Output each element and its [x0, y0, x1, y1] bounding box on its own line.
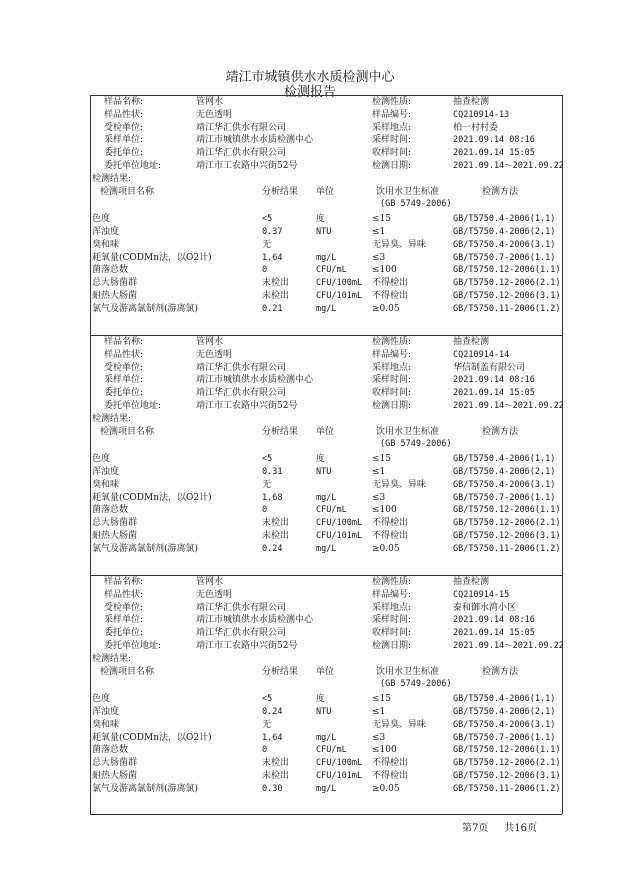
field-label-test-date: 检测日期:	[372, 641, 412, 651]
field-label-entrust-unit: 委托单位:	[104, 628, 144, 639]
col-header-item: 检测项目名称	[100, 426, 155, 437]
row-item: 耗氧量(CODMn法，以O2计)	[92, 732, 212, 743]
field-value-sampling-time: 2021.09.14 08:16	[453, 375, 535, 386]
row-standard: 无异臭、异味	[372, 239, 427, 250]
row-item: 菌落总数	[92, 745, 129, 756]
table-top-border	[90, 95, 562, 96]
field-label-sampling-time: 采样时间:	[372, 375, 412, 386]
row-result: 未检出	[262, 518, 290, 529]
row-result: 未检出	[262, 771, 290, 781]
table-bottom-border	[90, 814, 562, 815]
field-label-receive-time: 收样时间:	[372, 628, 412, 639]
report-org-title: 靖江市城镇供水水质检测中心	[225, 70, 395, 85]
row-unit: NTU	[316, 227, 332, 237]
row-unit: mg/L	[316, 303, 337, 314]
row-unit: mg/L	[316, 732, 337, 743]
field-value-client-unit: 靖江华汇供水有限公司	[196, 602, 287, 613]
row-unit: CFU/101mL	[316, 531, 363, 541]
row-standard: ≤15	[372, 214, 391, 225]
field-label-sampling-time: 采样时间:	[372, 135, 412, 146]
row-standard: 不得检出	[372, 278, 409, 289]
row-unit: CFU/100mL	[316, 518, 363, 529]
row-item: 色度	[92, 214, 111, 225]
row-item: 浑浊度	[92, 707, 120, 717]
col-header-method: 检测方法	[482, 426, 519, 437]
field-label-sampling-place: 采样地点:	[372, 602, 412, 613]
row-result: 0.24	[262, 707, 283, 717]
row-method: GB/T5750.4-2006(3.1)	[453, 479, 556, 490]
field-label-test-date: 检测日期:	[372, 401, 412, 411]
row-result: 0	[262, 505, 268, 516]
row-method: GB/T5750.4-2006(3.1)	[453, 719, 556, 730]
row-result: 0.24	[262, 543, 283, 554]
row-unit: CFU/mL	[316, 505, 347, 516]
row-item: 菌落总数	[92, 265, 129, 276]
row-method: GB/T5750.4-2006(1.1)	[453, 694, 556, 705]
row-method: GB/T5750.11-2006(1.2)	[453, 783, 561, 794]
row-result: 0.30	[262, 783, 283, 794]
row-item: 臭和味	[92, 719, 120, 730]
report-separator	[90, 575, 562, 576]
field-label-sampling-time: 采样时间:	[372, 615, 412, 626]
row-standard: ≤1	[372, 227, 386, 237]
row-standard: 不得检出	[372, 291, 409, 301]
row-item: 耗氧量(CODMn法，以O2计)	[92, 492, 212, 503]
row-standard: ≤3	[372, 732, 386, 743]
row-result: 未检出	[262, 278, 290, 289]
col-header-result: 分析结果	[262, 426, 299, 437]
field-label-sample-property: 样品性状:	[104, 109, 144, 120]
field-value-client-unit: 靖江华汇供水有限公司	[196, 122, 287, 133]
field-label-sample-name: 样品名称:	[104, 337, 144, 347]
field-value-sampling-unit: 靖江市城镇供水水质检测中心	[196, 135, 314, 146]
row-item: 氯气及游离氯制剂(游离氯)	[92, 783, 199, 794]
row-item: 耐热大肠菌	[92, 531, 138, 541]
row-result: <5	[262, 694, 273, 705]
report-separator	[90, 335, 562, 336]
row-standard: ≤1	[372, 707, 386, 717]
row-result: 0.21	[262, 303, 283, 314]
row-item: 氯气及游离氯制剂(游离氯)	[92, 303, 199, 314]
report-subtitle: 检测报告	[283, 85, 336, 100]
results-label: 检测结果:	[92, 173, 132, 184]
row-item: 总大肠菌群	[92, 518, 138, 529]
row-standard: ≥0.05	[372, 783, 400, 794]
row-item: 菌落总数	[92, 505, 129, 516]
row-unit: mg/L	[316, 783, 337, 794]
row-result: <5	[262, 214, 273, 225]
field-label-test-property: 检测性质:	[372, 97, 412, 107]
field-value-test-property: 抽查检测	[453, 97, 490, 107]
row-unit: NTU	[316, 467, 332, 477]
field-label-sample-property: 样品性状:	[104, 349, 144, 360]
field-value-test-property: 抽查检测	[453, 577, 490, 587]
row-result: 0	[262, 745, 268, 756]
row-method: GB/T5750.12-2006(1.1)	[453, 745, 561, 756]
field-value-entrust-unit: 靖江华汇供水有限公司	[196, 388, 287, 399]
row-result: 未检出	[262, 291, 290, 301]
field-value-sampling-time: 2021.09.14 08:16	[453, 615, 535, 626]
row-unit: NTU	[316, 707, 332, 717]
field-label-entrust-unit: 委托单位:	[104, 148, 144, 159]
row-item: 浑浊度	[92, 467, 120, 477]
row-result: <5	[262, 454, 273, 465]
field-label-sampling-place: 采样地点:	[372, 362, 412, 373]
field-label-entrust-address: 委托单位地址:	[104, 641, 162, 651]
page-number: 第7页	[462, 823, 489, 834]
field-label-client-unit: 受检单位:	[104, 362, 144, 373]
row-standard: 无异臭、异味	[372, 479, 427, 490]
row-unit: mg/L	[316, 252, 337, 263]
row-method: GB/T5750.11-2006(1.2)	[453, 303, 561, 314]
row-result: 未检出	[262, 758, 290, 769]
row-unit: CFU/101mL	[316, 771, 363, 781]
row-method: GB/T5750.4-2006(2.1)	[453, 467, 556, 477]
field-label-test-date: 检测日期:	[372, 161, 412, 171]
field-value-sampling-place: 泰和御水湾小区	[453, 602, 517, 613]
row-standard: 无异臭、异味	[372, 719, 427, 730]
field-value-sample-no: CQ210914-13	[453, 109, 510, 120]
field-value-entrust-address: 靖江市工农路中兴街52号	[196, 161, 298, 171]
results-label: 检测结果:	[92, 413, 132, 424]
row-item: 浑浊度	[92, 227, 120, 237]
col-header-standard: 饮用水卫生标准	[376, 186, 440, 197]
field-label-test-property: 检测性质:	[372, 337, 412, 347]
field-value-entrust-address: 靖江市工农路中兴街52号	[196, 641, 298, 651]
row-standard: 不得检出	[372, 758, 409, 769]
field-label-entrust-address: 委托单位地址:	[104, 401, 162, 411]
field-value-test-property: 抽查检测	[453, 337, 490, 347]
row-result: 0.37	[262, 227, 283, 237]
row-unit: mg/L	[316, 543, 337, 554]
field-value-receive-time: 2021.09.14 15:05	[453, 628, 535, 639]
results-label: 检测结果:	[92, 653, 132, 664]
row-method: GB/T5750.12-2006(1.1)	[453, 505, 561, 516]
row-standard: ≥0.05	[372, 543, 400, 554]
row-standard: ≤15	[372, 694, 391, 705]
row-method: GB/T5750.12-2006(2.1)	[453, 278, 561, 289]
field-label-sample-name: 样品名称:	[104, 97, 144, 107]
col-header-standard-code: (GB 5749-2006)	[380, 679, 452, 690]
row-standard: ≤100	[372, 265, 397, 276]
row-unit: 度	[316, 694, 325, 705]
field-label-receive-time: 收样时间:	[372, 388, 412, 399]
row-unit: CFU/100mL	[316, 758, 363, 769]
col-header-standard-code: (GB 5749-2006)	[380, 439, 452, 450]
field-value-sample-no: CQ210914-14	[453, 349, 510, 360]
row-standard: 不得检出	[372, 531, 409, 541]
col-header-item: 检测项目名称	[100, 666, 155, 677]
field-value-receive-time: 2021.09.14 15:05	[453, 148, 535, 159]
col-header-method: 检测方法	[482, 666, 519, 677]
col-header-standard: 饮用水卫生标准	[376, 666, 440, 677]
field-value-sample-name: 管网水	[196, 577, 224, 587]
row-unit: CFU/101mL	[316, 291, 363, 301]
page-total: 共16页	[504, 823, 538, 834]
row-unit: CFU/mL	[316, 745, 347, 756]
field-label-client-unit: 受检单位:	[104, 122, 144, 133]
row-method: GB/T5750.12-2006(3.1)	[453, 291, 561, 301]
row-standard: ≥0.05	[372, 303, 400, 314]
row-item: 总大肠菌群	[92, 758, 138, 769]
field-value-entrust-address: 靖江市工农路中兴街52号	[196, 401, 298, 411]
row-result: 0	[262, 265, 268, 276]
field-value-sampling-place: 华信制盖有限公司	[453, 362, 526, 373]
row-item: 耗氧量(CODMn法，以O2计)	[92, 252, 212, 263]
row-method: GB/T5750.11-2006(1.2)	[453, 543, 561, 554]
row-item: 色度	[92, 454, 111, 465]
field-label-sampling-unit: 采样单位:	[104, 615, 144, 626]
field-value-sample-name: 管网水	[196, 337, 224, 347]
col-header-standard: 饮用水卫生标准	[376, 426, 440, 437]
table-right-border	[562, 95, 563, 814]
col-header-result: 分析结果	[262, 186, 299, 197]
field-value-client-unit: 靖江华汇供水有限公司	[196, 362, 287, 373]
row-standard: ≤15	[372, 454, 391, 465]
row-standard: ≤100	[372, 745, 397, 756]
field-label-test-property: 检测性质:	[372, 577, 412, 587]
row-result: 无	[262, 239, 272, 250]
field-value-sampling-time: 2021.09.14 08:16	[453, 135, 535, 146]
row-method: GB/T5750.4-2006(1.1)	[453, 454, 556, 465]
row-standard: ≤100	[372, 505, 397, 516]
row-standard: ≤1	[372, 467, 386, 477]
row-method: GB/T5750.4-2006(3.1)	[453, 239, 556, 250]
row-item: 氯气及游离氯制剂(游离氯)	[92, 543, 199, 554]
row-result: 1.68	[262, 492, 283, 503]
row-method: GB/T5750.7-2006(1.1)	[453, 252, 556, 263]
row-method: GB/T5750.4-2006(2.1)	[453, 227, 556, 237]
row-unit: CFU/mL	[316, 265, 347, 276]
field-label-sample-no: 样品编号:	[372, 589, 412, 600]
row-unit: 度	[316, 454, 325, 465]
field-value-sample-property: 无色透明	[196, 109, 233, 120]
field-value-sample-no: CQ210914-15	[453, 589, 510, 600]
field-value-test-date: 2021.09.14～2021.09.22	[453, 401, 564, 411]
page-footer	[462, 819, 537, 834]
row-standard: ≤3	[372, 252, 386, 263]
row-item: 色度	[92, 694, 111, 705]
row-method: GB/T5750.12-2006(2.1)	[453, 518, 561, 529]
row-unit: CFU/100mL	[316, 278, 363, 289]
row-standard: 不得检出	[372, 771, 409, 781]
field-label-sample-property: 样品性状:	[104, 589, 144, 600]
field-label-client-unit: 受检单位:	[104, 602, 144, 613]
col-header-item: 检测项目名称	[100, 186, 155, 197]
field-value-sample-name: 管网水	[196, 97, 224, 107]
field-value-sample-property: 无色透明	[196, 589, 233, 600]
row-result: 未检出	[262, 531, 290, 541]
row-item: 臭和味	[92, 479, 120, 490]
field-value-sample-property: 无色透明	[196, 349, 233, 360]
col-header-standard-code: (GB 5749-2006)	[380, 199, 452, 210]
row-standard: 不得检出	[372, 518, 409, 529]
field-value-sampling-unit: 靖江市城镇供水水质检测中心	[196, 615, 314, 626]
col-header-result: 分析结果	[262, 666, 299, 677]
field-value-entrust-unit: 靖江华汇供水有限公司	[196, 148, 287, 159]
field-label-sample-no: 样品编号:	[372, 109, 412, 120]
row-method: GB/T5750.7-2006(1.1)	[453, 732, 556, 743]
field-value-test-date: 2021.09.14～2021.09.22	[453, 641, 564, 651]
field-value-sampling-place: 柏一村村委	[453, 122, 499, 133]
row-item: 耐热大肠菌	[92, 291, 138, 301]
row-item: 臭和味	[92, 239, 120, 250]
row-method: GB/T5750.12-2006(3.1)	[453, 531, 561, 541]
row-unit: 度	[316, 214, 325, 225]
field-label-entrust-unit: 委托单位:	[104, 388, 144, 399]
row-method: GB/T5750.7-2006(1.1)	[453, 492, 556, 503]
row-unit: mg/L	[316, 492, 337, 503]
field-value-sampling-unit: 靖江市城镇供水水质检测中心	[196, 375, 314, 386]
col-header-method: 检测方法	[482, 186, 519, 197]
row-method: GB/T5750.4-2006(2.1)	[453, 707, 556, 717]
row-standard: ≤3	[372, 492, 386, 503]
row-method: GB/T5750.4-2006(1.1)	[453, 214, 556, 225]
row-method: GB/T5750.12-2006(3.1)	[453, 771, 561, 781]
row-result: 无	[262, 719, 272, 730]
table-left-border	[90, 95, 91, 814]
field-label-sample-name: 样品名称:	[104, 577, 144, 587]
col-header-unit: 单位	[316, 666, 335, 677]
field-label-sampling-unit: 采样单位:	[104, 375, 144, 386]
row-item: 总大肠菌群	[92, 278, 138, 289]
col-header-unit: 单位	[316, 426, 335, 437]
row-result: 1.64	[262, 732, 283, 743]
row-result: 无	[262, 479, 272, 490]
row-result: 0.31	[262, 467, 283, 477]
field-value-entrust-unit: 靖江华汇供水有限公司	[196, 628, 287, 639]
field-label-entrust-address: 委托单位地址:	[104, 161, 162, 171]
row-item: 耐热大肠菌	[92, 771, 138, 781]
field-label-sampling-unit: 采样单位:	[104, 135, 144, 146]
field-label-sampling-place: 采样地点:	[372, 122, 412, 133]
field-value-test-date: 2021.09.14～2021.09.22	[453, 161, 564, 171]
row-result: 1.64	[262, 252, 283, 263]
field-label-sample-no: 样品编号:	[372, 349, 412, 360]
field-label-receive-time: 收样时间:	[372, 148, 412, 159]
field-value-receive-time: 2021.09.14 15:05	[453, 388, 535, 399]
row-method: GB/T5750.12-2006(2.1)	[453, 758, 561, 769]
row-method: GB/T5750.12-2006(1.1)	[453, 265, 561, 276]
col-header-unit: 单位	[316, 186, 335, 197]
